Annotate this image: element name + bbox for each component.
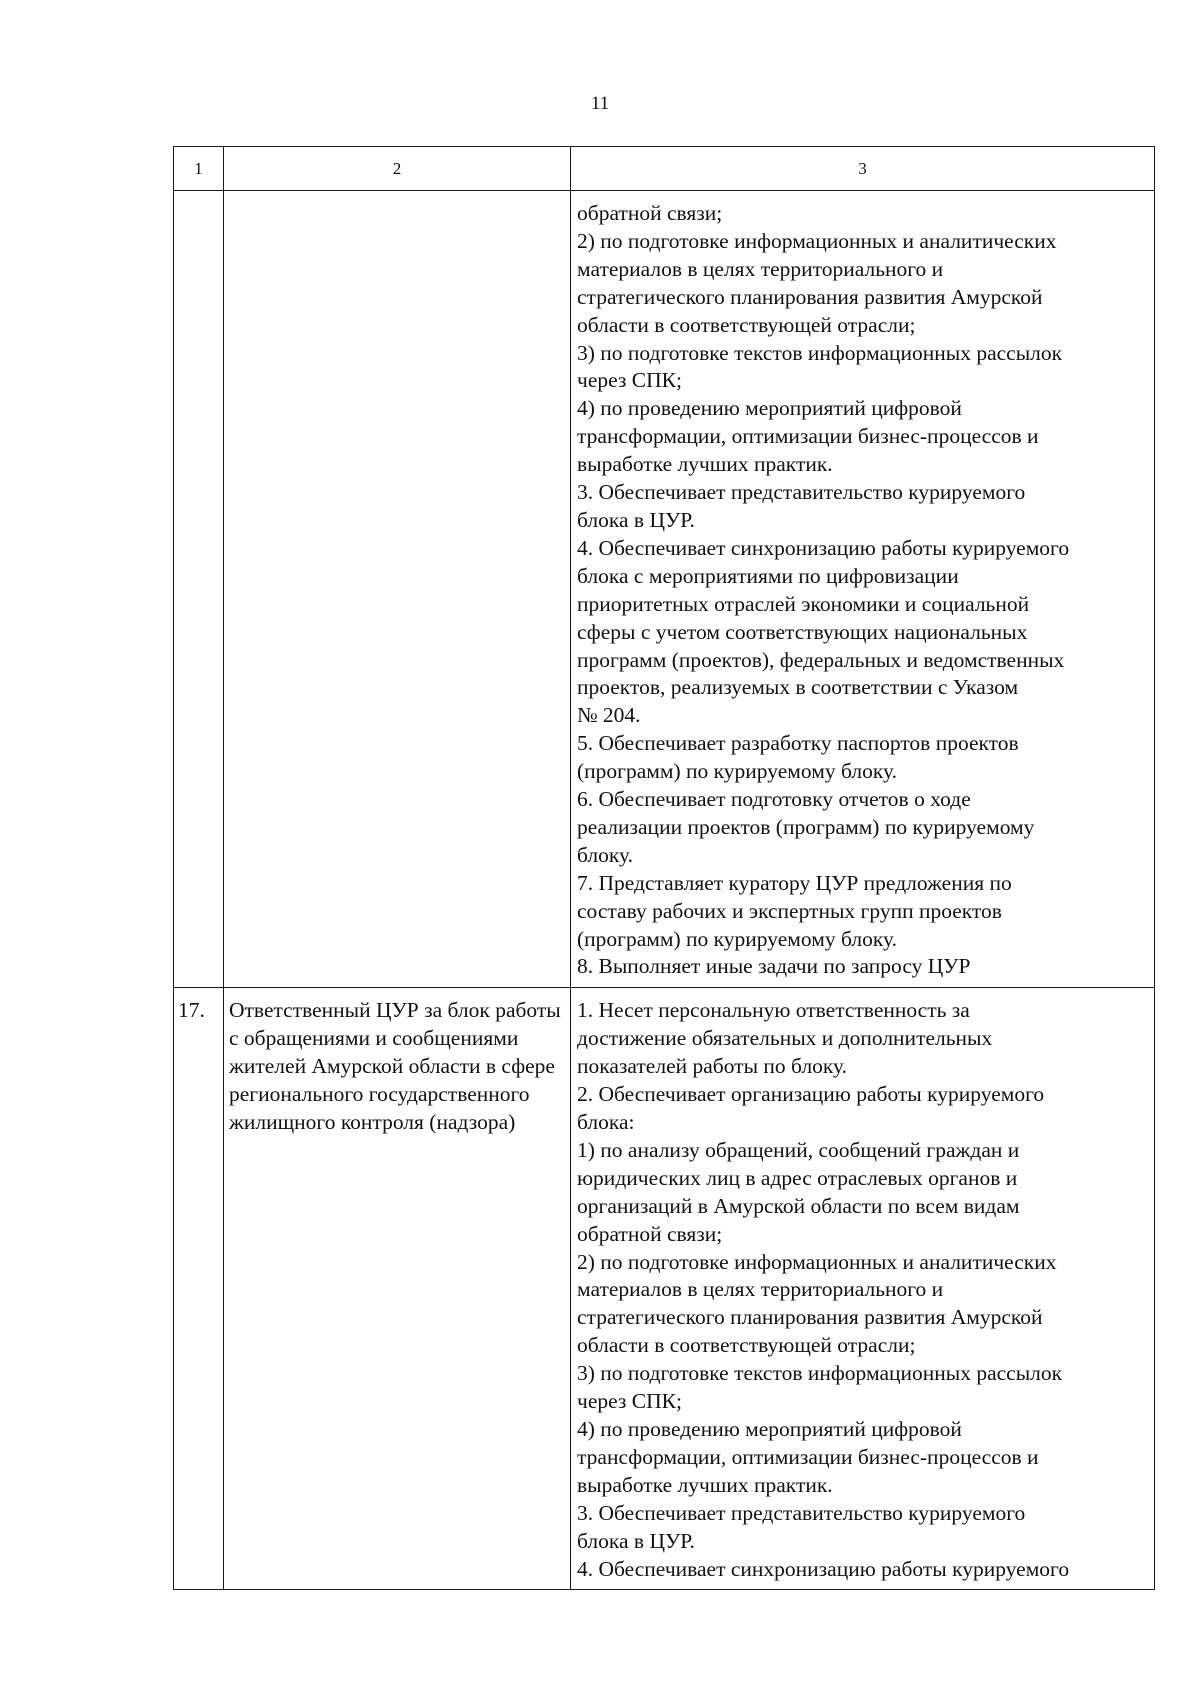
table-header-row xyxy=(174,147,1155,191)
column-number-1: 1 xyxy=(174,147,224,191)
duties-table xyxy=(173,146,1155,1590)
position-name: Ответственный ЦУР за блок работы с обращениями и сообщениями жителей Амурской области в сфере регионального государственного жилищного контроля (надзора) xyxy=(229,998,561,1134)
duties-cell xyxy=(571,191,1155,988)
position-name-cell xyxy=(224,191,571,988)
column-number-2: 2 xyxy=(224,147,571,191)
duties-text: 1. Несет персональную ответственность за достижение обязательных и дополнительных показателей работы по блоку. 2. Обеспечивает организацию работы курируемого блока: 1) по анализу обращений, сообщений граждан и юридических лиц в адрес отраслевых органов и организаций в Амурской области по всем видам обратной связи; 2) по подготовке информационных и аналитических материалов в целях территориального и стратегического планирования развития Амурской области в соответствующей отрасли; 3) по подготовке текстов информационных рассылок через СПК; 4) по проведению мероприятий цифровой трансформации, оптимизации бизнес-процессов и выработке лучших практик. 3. Обеспечивает представительство курируемого блока в ЦУР. 4. Обеспечивает синхронизацию работы курируемого xyxy=(577,998,1070,1581)
column-number-3: 3 xyxy=(571,147,1155,191)
table-row-17 xyxy=(174,988,1155,1590)
row-number xyxy=(174,191,223,200)
row-number-cell xyxy=(174,191,224,988)
position-name-cell xyxy=(224,988,571,1590)
row-number: 17. xyxy=(178,998,205,1023)
table-row-continued xyxy=(174,191,1155,988)
position-name xyxy=(224,191,570,204)
duties-text: обратной связи; 2) по подготовке информационных и аналитических материалов в целях территориального и стратегического планирования развития Амурской области в соответствующей отрасли; 3) по подготовке текстов информационных рассылок через СПК; 4) по проведению мероприятий цифровой трансформации, оптимизации бизнес-процессов и выработке лучших практик. 3. Обеспечивает представительство курируемого блока в ЦУР. 4. Обеспечивает синхронизацию работы курируемого блока с мероприятиями по цифровизации приоритетных отраслей экономики и социальной сферы с учетом соответствующих национальных программ (проектов), федеральных и ведомственных проектов, реализуемых в соответствии с Указом № 204. 5. Обеспечивает разработку паспортов проектов (программ) по курируемому блоку. 6. Обеспечивает подготовку отчетов о ходе реализации проектов (программ) по курируемому блоку. 7. Представляет куратору ЦУР предложения по составу рабочих и экспертных групп проектов (программ) по курируемому блоку. 8. Выполняет иные задачи по запросу ЦУР xyxy=(577,201,1070,979)
row-number-cell xyxy=(174,988,224,1590)
page-number: 11 xyxy=(590,93,610,114)
duties-cell xyxy=(571,988,1155,1590)
